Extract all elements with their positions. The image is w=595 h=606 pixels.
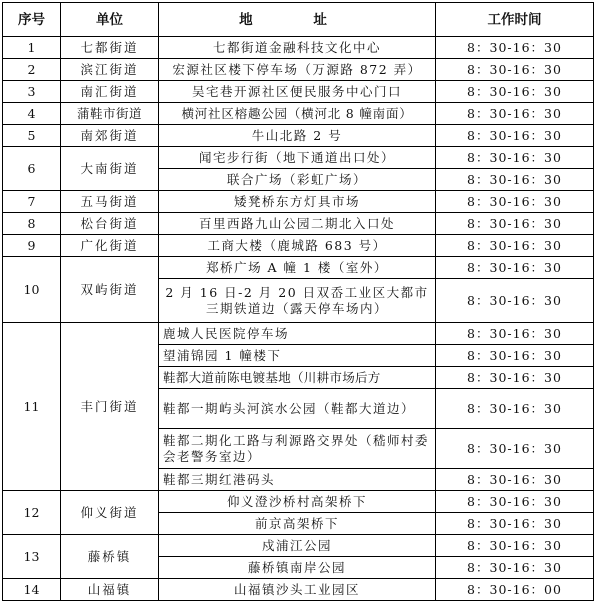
time-cell: 8：30-16：30: [436, 37, 594, 59]
header-address: 地 址: [159, 3, 436, 37]
time-cell: 8：30-16：30: [436, 59, 594, 81]
unit-cell: 仰义街道: [61, 491, 159, 535]
table-row: [3, 37, 594, 59]
address-cell: 望浦锦园 1 幢楼下: [159, 345, 436, 367]
seq-cell: 6: [3, 147, 61, 191]
service-points-table: [2, 2, 594, 601]
unit-cell: 南汇街道: [61, 81, 159, 103]
time-cell: 8：30-16：30: [436, 235, 594, 257]
table-row: [3, 213, 594, 235]
seq-cell: 13: [3, 535, 61, 579]
time-cell: 8：30-16：30: [436, 81, 594, 103]
time-cell: 8：30-16：30: [436, 429, 594, 469]
table-row: [3, 257, 594, 279]
time-cell: 8：30-16：30: [436, 279, 594, 323]
address-cell: 郑桥广场 A 幢 1 楼（室外）: [159, 257, 436, 279]
table-row: [3, 579, 594, 601]
unit-cell: 滨江街道: [61, 59, 159, 81]
address-cell: 七都街道金融科技文化中心: [159, 37, 436, 59]
seq-cell: 3: [3, 81, 61, 103]
seq-cell: 9: [3, 235, 61, 257]
seq-cell: 1: [3, 37, 61, 59]
unit-cell: 丰门街道: [61, 323, 159, 491]
unit-cell: 七都街道: [61, 37, 159, 59]
table-row: [3, 147, 594, 169]
address-cell: 仰义澄沙桥村高架桥下: [159, 491, 436, 513]
seq-cell: 14: [3, 579, 61, 601]
time-cell: 8：30-16：30: [436, 125, 594, 147]
table-row: [3, 235, 594, 257]
address-cell: 鞋都一期屿头河滨水公园（鞋都大道边）: [159, 389, 436, 429]
address-cell: 百里西路九山公园二期北入口处: [159, 213, 436, 235]
table-row: [3, 81, 594, 103]
table-header-row: [3, 3, 594, 37]
header-unit: 单位: [61, 3, 159, 37]
time-cell: 8：30-16：30: [436, 323, 594, 345]
unit-cell: 山福镇: [61, 579, 159, 601]
address-cell: 鹿城人民医院停车场: [159, 323, 436, 345]
address-cell: 鞋都大道前陈电镀基地（川耕市场后方: [159, 367, 436, 389]
table-row: [3, 323, 594, 345]
table-row: [3, 535, 594, 557]
header-seq: 序号: [3, 3, 61, 37]
table-row: [3, 103, 594, 125]
time-cell: 8：30-16：30: [436, 345, 594, 367]
seq-cell: 10: [3, 257, 61, 323]
time-cell: 8：30-16：30: [436, 535, 594, 557]
seq-cell: 2: [3, 59, 61, 81]
seq-cell: 8: [3, 213, 61, 235]
time-cell: 8：30-16：30: [436, 469, 594, 491]
table-row: [3, 191, 594, 213]
time-cell: 8：30-16：30: [436, 389, 594, 429]
time-cell: 8：30-16：30: [436, 191, 594, 213]
time-cell: 8：30-16：30: [436, 491, 594, 513]
header-time: 工作时间: [436, 3, 594, 37]
seq-cell: 11: [3, 323, 61, 491]
unit-cell: 南郊街道: [61, 125, 159, 147]
seq-cell: 5: [3, 125, 61, 147]
address-cell: 鞋都二期化工路与利源路交界处（嵇师村委会老警务室边）: [159, 429, 436, 469]
unit-cell: 广化街道: [61, 235, 159, 257]
unit-cell: 松台街道: [61, 213, 159, 235]
table-row: [3, 59, 594, 81]
address-cell: 横河社区榕趣公园（横河北 8 幢南面）: [159, 103, 436, 125]
time-cell: 8：30-16：00: [436, 579, 594, 601]
address-cell: 闻宅步行街（地下通道出口处）: [159, 147, 436, 169]
unit-cell: 蒲鞋市街道: [61, 103, 159, 125]
table-row: [3, 491, 594, 513]
table-body: [3, 37, 594, 601]
address-cell: 戍浦江公园: [159, 535, 436, 557]
address-cell: 2 月 16 日-2 月 20 日双岙工业区大都市三期铁道边（露天停车场内）: [159, 279, 436, 323]
seq-cell: 12: [3, 491, 61, 535]
unit-cell: 大南街道: [61, 147, 159, 191]
address-cell: 矮凳桥东方灯具市场: [159, 191, 436, 213]
address-cell: 工商大楼（鹿城路 683 号）: [159, 235, 436, 257]
address-cell: 吴宅巷开源社区便民服务中心门口: [159, 81, 436, 103]
time-cell: 8：30-16：30: [436, 103, 594, 125]
time-cell: 8：30-16：30: [436, 213, 594, 235]
time-cell: 8：30-16：30: [436, 169, 594, 191]
address-cell: 鞋都三期红港码头: [159, 469, 436, 491]
seq-cell: 4: [3, 103, 61, 125]
address-cell: 山福镇沙头工业园区: [159, 579, 436, 601]
time-cell: 8：30-16：30: [436, 257, 594, 279]
address-cell: 藤桥镇南岸公园: [159, 557, 436, 579]
unit-cell: 藤桥镇: [61, 535, 159, 579]
address-cell: 前京高架桥下: [159, 513, 436, 535]
address-cell: 宏源社区楼下停车场（万源路 872 弄）: [159, 59, 436, 81]
unit-cell: 双屿街道: [61, 257, 159, 323]
address-cell: 联合广场（彩虹广场）: [159, 169, 436, 191]
unit-cell: 五马街道: [61, 191, 159, 213]
time-cell: 8：30-16：30: [436, 147, 594, 169]
time-cell: 8：30-16：30: [436, 557, 594, 579]
time-cell: 8：30-16：30: [436, 513, 594, 535]
table-row: [3, 125, 594, 147]
seq-cell: 7: [3, 191, 61, 213]
time-cell: 8：30-16：30: [436, 367, 594, 389]
address-cell: 牛山北路 2 号: [159, 125, 436, 147]
